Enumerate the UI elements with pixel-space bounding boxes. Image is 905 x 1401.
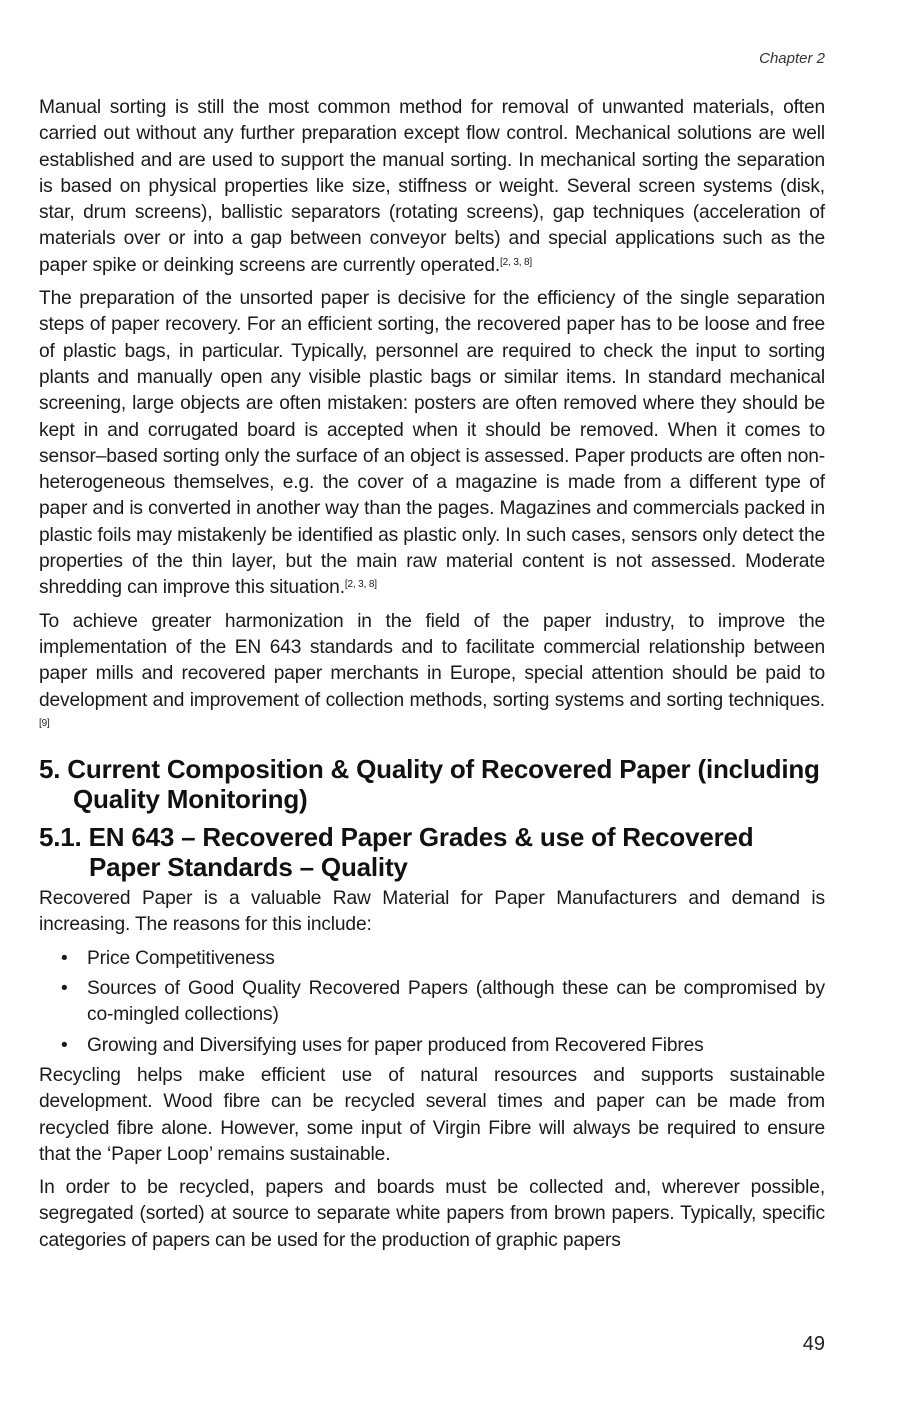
paragraph-recycling: Recycling helps make efficient use of natural resources and supports sustainable development. Wood fibre can be recycled several times and paper can be made from recycled fibre alone. However, some input of Virgin Fibre will always be required to ensure that the ‘Paper Loop’ remains sustainable. bbox=[39, 1064, 825, 1165]
list-item: • Price Competitiveness bbox=[39, 946, 825, 972]
reference: [2, 3, 8] bbox=[344, 579, 377, 591]
reference: [2, 3, 8] bbox=[500, 256, 533, 268]
bullet-icon: • bbox=[61, 947, 68, 969]
page-content bbox=[39, 95, 825, 1261]
page-number: 49 bbox=[802, 1333, 825, 1355]
list-item: • Growing and Diversifying uses for paper produced from Recovered Fibres bbox=[39, 1033, 825, 1059]
reasons-list bbox=[39, 946, 825, 1059]
paragraph-collection: In order to be recycled, papers and boards must be collected and, wherever possible, segregated (sorted) at source to separate white papers from brown papers. Typically, specific categories of papers can be used for the production of graphic papers bbox=[39, 1177, 825, 1251]
bullet-icon: • bbox=[61, 1034, 68, 1056]
paragraph-intro: Recovered Paper is a valuable Raw Material for Paper Manufacturers and demand is increasing. The reasons for this include: bbox=[39, 888, 825, 936]
section-5-1-heading: 5.1. EN 643 – Recovered Paper Grades & use of Recovered Paper Standards – Quality bbox=[39, 822, 754, 883]
bullet-icon: • bbox=[61, 978, 68, 1000]
paragraph-manual-sorting: Manual sorting is still the most common method for removal of unwanted materials, often carried out without any further preparation except flow control. Mechanical solutions are well established and are used to support the manual sorting. In mechanical sorting the separation is based on physical properties like size, stiffness or weight. Several screen systems (disk, star, drum screens), ballistic separators (rotating screens), gap techniques (acceleration of materials over or into a gap between conveyor belts) and special applications such as the paper spike or deinking screens are currently operated.[2, 3, 8] bbox=[39, 97, 825, 276]
chapter-header: Chapter 2 bbox=[759, 50, 825, 67]
document-page bbox=[39, 0, 825, 1401]
list-item: • Sources of Good Quality Recovered Papers (although these can be compromised by co-mingled collections) bbox=[61, 978, 825, 1026]
paragraph-preparation: The preparation of the unsorted paper is decisive for the efficiency of the single separation steps of paper recovery. For an efficient sorting, the recovered paper has to be loose and free of plastic bags, in particular. Typically, personnel are required to check the input to sorting plants and manually open any visible plastic bags or similar items. In standard mechanical screening, large objects are often mistaken: posters are often removed where they should be kept in and corrugated board is accepted when it should be removed. When it comes to sensor–based sorting only the surface of an object is assessed. Paper products are often non-heterogeneous themselves, e.g. the cover of a magazine is made from a different type of paper and is converted in another way than the pages. Magazines and commercials packed in plastic foils may mistakenly be identified as plastic only. In such cases, sensors only detect the properties of the thin layer, but the main raw material content is not assessed. Moderate shredding can improve this situation.[2, 3, 8] bbox=[39, 288, 826, 599]
paragraph-harmonization: To achieve greater harmonization in the field of the paper industry, to improve the implementation of the EN 643 standards and to facilitate commercial relationship between paper mills and recovered paper merchants in Europe, special attention should be paid to development and improvement of collection methods, sorting systems and sorting techniques.[9] bbox=[39, 610, 825, 729]
reference: [9] bbox=[39, 717, 50, 729]
section-5-heading: 5. Current Composition & Quality of Recovered Paper (including Quality Monitoring) bbox=[39, 754, 820, 815]
